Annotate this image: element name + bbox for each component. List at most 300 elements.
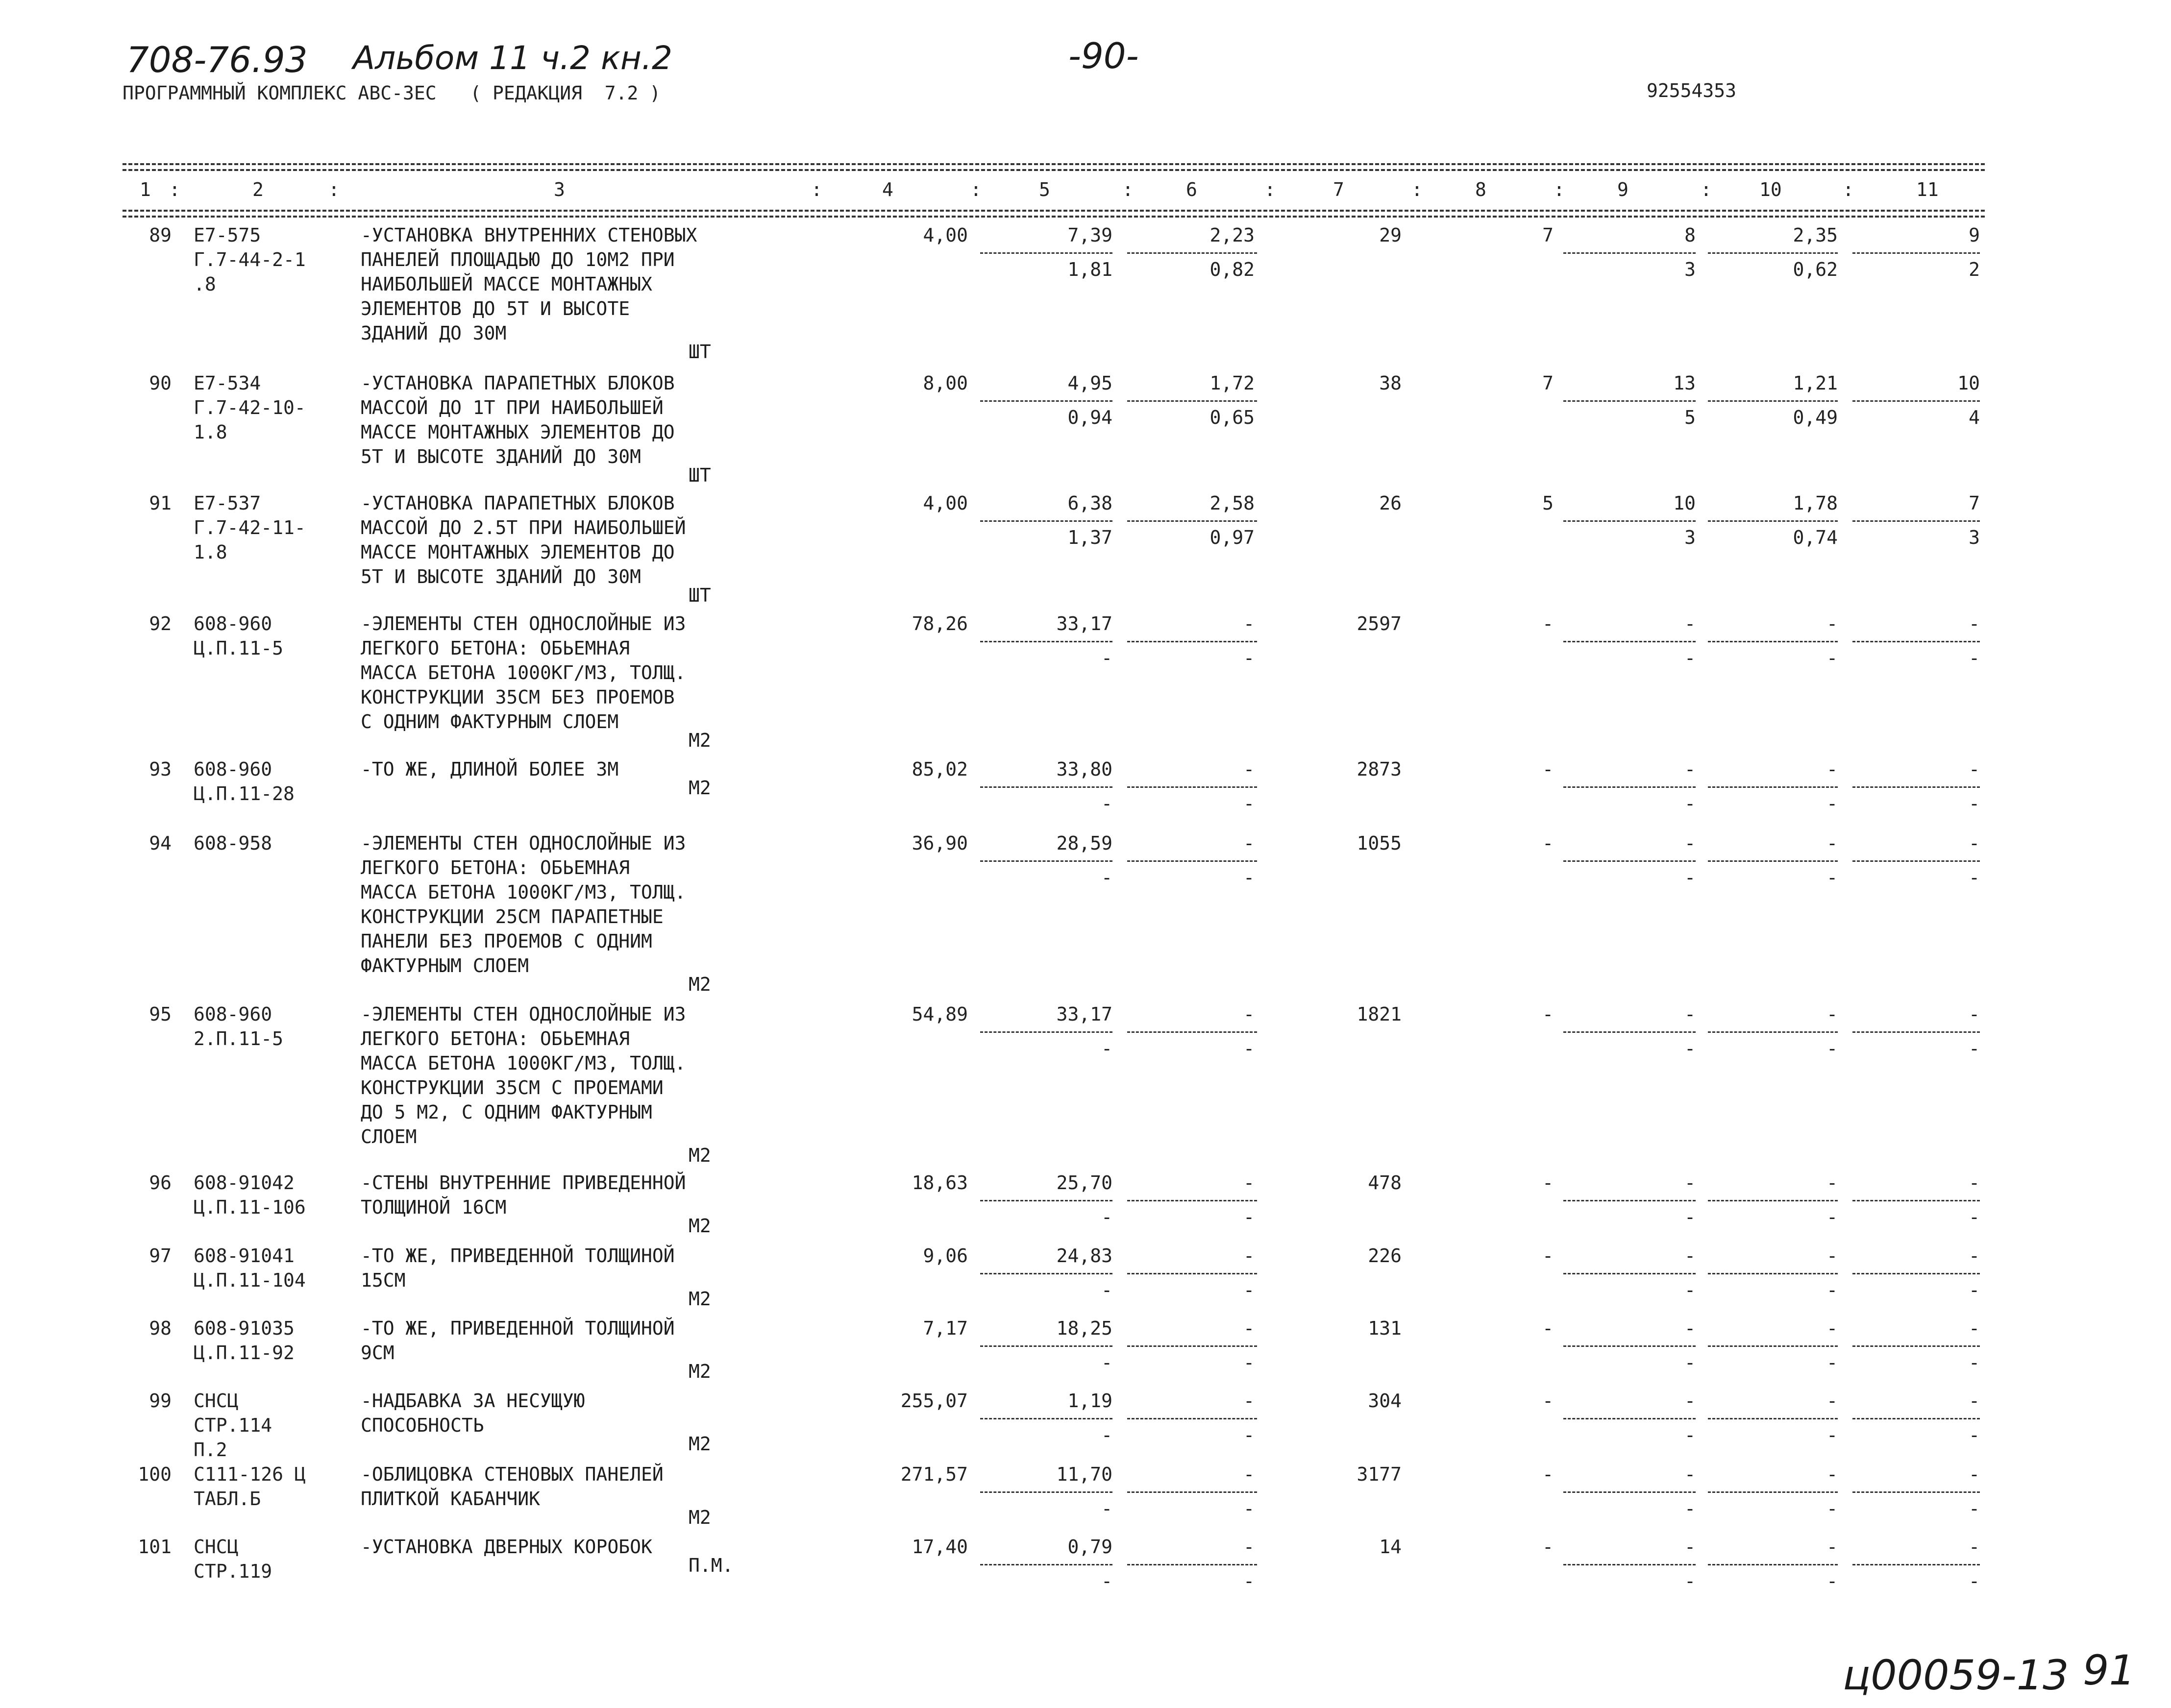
- cell-c11: -: [1969, 1464, 1980, 1485]
- column-header-1: 1: [140, 179, 151, 200]
- cell-c8: 5: [1542, 492, 1554, 514]
- cell-divider: [980, 860, 1112, 862]
- handwritten-album-ref: Альбом 11 ч.2 кн.2: [353, 39, 672, 77]
- cell-divider: [1127, 1200, 1257, 1201]
- cell-c8: -: [1542, 1318, 1554, 1339]
- header-bottom-rule-2: [123, 216, 1985, 218]
- cell-c8: -: [1542, 1172, 1554, 1194]
- cell-c11-second: -: [1969, 647, 1980, 669]
- row-description: МАССЕ МОНТАЖНЫХ ЭЛЕМЕНТОВ ДО: [361, 541, 675, 563]
- cell-c5: 0,79: [1067, 1536, 1112, 1558]
- cell-c5-second: -: [1101, 1038, 1112, 1059]
- cell-c10-second: -: [1826, 1038, 1838, 1059]
- cell-c6: -: [1243, 1245, 1255, 1267]
- cell-c6-second: -: [1243, 1498, 1255, 1519]
- cell-c6: -: [1243, 832, 1255, 854]
- cell-divider: [980, 1564, 1112, 1565]
- cell-c7: 2597: [1357, 613, 1402, 634]
- cell-c10-second: -: [1826, 1352, 1838, 1373]
- cell-c6: -: [1243, 1172, 1255, 1194]
- cell-c5-second: 1,37: [1067, 527, 1112, 548]
- row-description: -УСТАНОВКА ВНУТРЕННИХ СТЕНОВЫХ: [361, 224, 697, 246]
- cell-c11-second: -: [1969, 1424, 1980, 1446]
- cell-divider: [1127, 1345, 1257, 1347]
- cell-c5-second: -: [1101, 1279, 1112, 1301]
- cell-c8: 7: [1542, 372, 1554, 394]
- cell-c10: -: [1826, 1464, 1838, 1485]
- row-description: -ТО ЖЕ, ПРИВЕДЕННОЙ ТОЛЩИНОЙ: [361, 1318, 675, 1339]
- cell-c4: 7,17: [923, 1318, 968, 1339]
- row-description: МАССА БЕТОНА 1000КГ/М3, ТОЛЩ.: [361, 881, 686, 903]
- cell-divider: [1708, 1418, 1838, 1419]
- column-separator: :: [1122, 179, 1134, 200]
- row-number: 96: [149, 1172, 172, 1194]
- row-unit: П.М.: [689, 1555, 734, 1576]
- row-code: 2.П.11-5: [194, 1028, 284, 1049]
- cell-divider: [1852, 1564, 1980, 1565]
- cell-c4: 255,07: [900, 1390, 968, 1412]
- cell-c11-second: 3: [1969, 527, 1980, 548]
- row-unit: М2: [689, 777, 711, 799]
- column-separator: :: [1843, 179, 1854, 200]
- row-description: ЛЕГКОГО БЕТОНА: ОБЬЕМНАЯ: [361, 857, 630, 878]
- row-code: ТАБЛ.Б: [194, 1488, 261, 1510]
- column-header-8: 8: [1475, 179, 1486, 200]
- cell-c7: 1821: [1357, 1003, 1402, 1025]
- doc-number: 92554353: [1647, 80, 1737, 101]
- program-line: ПРОГРАММНЫЙ КОМПЛЕКС АВС-3ЕС ( РЕДАКЦИЯ 7.2 ): [123, 82, 661, 104]
- cell-c11: -: [1969, 1318, 1980, 1339]
- cell-divider: [1708, 786, 1838, 788]
- row-code: Ц.П.11-28: [194, 783, 295, 805]
- row-unit: ШТ: [689, 464, 711, 486]
- cell-c9-second: -: [1684, 1279, 1696, 1301]
- row-description: МАССОЙ ДО 2.5Т ПРИ НАИБОЛЬШЕЙ: [361, 517, 686, 538]
- cell-c5: 7,39: [1067, 224, 1112, 246]
- cell-divider: [980, 1418, 1112, 1419]
- cell-c11-second: -: [1969, 1279, 1980, 1301]
- cell-c10: -: [1826, 1390, 1838, 1412]
- cell-c11: -: [1969, 613, 1980, 634]
- row-description: -ТО ЖЕ, ДЛИНОЙ БОЛЕЕ 3М: [361, 758, 619, 780]
- cell-c10-second: -: [1826, 1206, 1838, 1228]
- cell-c6-second: -: [1243, 1424, 1255, 1446]
- cell-c5-second: 0,94: [1067, 407, 1112, 428]
- row-description: КОНСТРУКЦИИ 25СМ ПАРАПЕТНЫЕ: [361, 906, 664, 927]
- cell-divider: [1852, 1345, 1980, 1347]
- column-header-11: 11: [1916, 179, 1939, 200]
- handwritten-doc-code: 708-76.93: [126, 39, 308, 80]
- cell-c5-second: -: [1101, 867, 1112, 888]
- column-separator: :: [1264, 179, 1276, 200]
- top-rule-1: [123, 163, 1985, 165]
- handwritten-footer-code: ц00059-13: [1843, 1651, 2069, 1699]
- column-separator: :: [811, 179, 822, 200]
- cell-c5-second: -: [1101, 647, 1112, 669]
- cell-c7: 2873: [1357, 758, 1402, 780]
- cell-c7: 29: [1379, 224, 1402, 246]
- row-code: Е7-575: [194, 224, 261, 246]
- row-code: 608-91035: [194, 1318, 295, 1339]
- row-number: 91: [149, 492, 172, 514]
- cell-divider: [980, 1273, 1112, 1274]
- cell-c9-second: -: [1684, 1570, 1696, 1592]
- cell-c8: -: [1542, 832, 1554, 854]
- cell-divider: [980, 1200, 1112, 1201]
- cell-c10-second: -: [1826, 1570, 1838, 1592]
- cell-c6-second: 0,97: [1209, 527, 1255, 548]
- row-code: Г.7-42-10-: [194, 397, 306, 418]
- cell-c10-second: 0,74: [1793, 527, 1838, 548]
- cell-c9-second: 3: [1684, 259, 1696, 280]
- cell-divider: [1708, 641, 1838, 642]
- row-unit: М2: [689, 974, 711, 995]
- cell-c5-second: 1,81: [1067, 259, 1112, 280]
- row-code: 608-960: [194, 1003, 272, 1025]
- cell-c6-second: -: [1243, 793, 1255, 814]
- cell-divider: [1852, 1200, 1980, 1201]
- column-header-9: 9: [1617, 179, 1628, 200]
- cell-c5: 18,25: [1056, 1318, 1112, 1339]
- row-number: 95: [149, 1003, 172, 1025]
- cell-divider: [1127, 1491, 1257, 1493]
- cell-c7: 26: [1379, 492, 1402, 514]
- cell-c10-second: -: [1826, 793, 1838, 814]
- cell-c9: -: [1684, 1464, 1696, 1485]
- row-code: Г.7-42-11-: [194, 517, 306, 538]
- cell-divider: [1852, 1031, 1980, 1033]
- row-description: КОНСТРУКЦИИ 35СМ С ПРОЕМАМИ: [361, 1077, 664, 1098]
- row-description: ФАКТУРНЫМ СЛОЕМ: [361, 955, 529, 976]
- handwritten-sheet-number: 91: [2083, 1646, 2135, 1694]
- cell-divider: [1127, 400, 1257, 402]
- row-code: СТР.119: [194, 1561, 272, 1582]
- row-unit: М2: [689, 730, 711, 751]
- row-code: 1.8: [194, 421, 227, 443]
- cell-c6-second: -: [1243, 1279, 1255, 1301]
- row-description: 5Т И ВЫСОТЕ ЗДАНИЙ ДО 30М: [361, 566, 641, 587]
- cell-divider: [1563, 1200, 1696, 1201]
- cell-c4: 4,00: [923, 224, 968, 246]
- row-number: 97: [149, 1245, 172, 1267]
- column-header-5: 5: [1039, 179, 1050, 200]
- cell-c7: 131: [1368, 1318, 1402, 1339]
- row-number: 89: [149, 224, 172, 246]
- cell-divider: [1127, 1273, 1257, 1274]
- cell-divider: [980, 1031, 1112, 1033]
- cell-c5: 33,80: [1056, 758, 1112, 780]
- row-code: Ц.П.11-5: [194, 637, 284, 659]
- row-description: -УСТАНОВКА ПАРАПЕТНЫХ БЛОКОВ: [361, 372, 675, 394]
- cell-divider: [1708, 1200, 1838, 1201]
- cell-c5: 24,83: [1056, 1245, 1112, 1267]
- cell-c9-second: -: [1684, 1038, 1696, 1059]
- cell-divider: [1127, 786, 1257, 788]
- row-description: ТОЛЩИНОЙ 16СМ: [361, 1196, 507, 1218]
- cell-divider: [1563, 1491, 1696, 1493]
- row-unit: М2: [689, 1361, 711, 1382]
- cell-divider: [1708, 1273, 1838, 1274]
- row-unit: М2: [689, 1507, 711, 1528]
- row-description: КОНСТРУКЦИИ 35СМ БЕЗ ПРОЕМОВ: [361, 686, 675, 708]
- cell-c6: -: [1243, 1318, 1255, 1339]
- cell-divider: [1127, 1418, 1257, 1419]
- cell-c11-second: -: [1969, 1206, 1980, 1228]
- cell-c5: 11,70: [1056, 1464, 1112, 1485]
- cell-c9: 10: [1673, 492, 1696, 514]
- cell-divider: [1563, 1564, 1696, 1565]
- row-code: СТР.114: [194, 1415, 272, 1436]
- cell-c11: 10: [1957, 372, 1980, 394]
- cell-c11: -: [1969, 1245, 1980, 1267]
- row-code: Ц.П.11-92: [194, 1342, 295, 1364]
- cell-c9-second: -: [1684, 1498, 1696, 1519]
- row-unit: ШТ: [689, 341, 711, 363]
- cell-c9: -: [1684, 1003, 1696, 1025]
- cell-c11: -: [1969, 1003, 1980, 1025]
- column-separator: :: [970, 179, 982, 200]
- cell-divider: [1563, 1418, 1696, 1419]
- row-unit: М2: [689, 1215, 711, 1237]
- row-code: Г.7-44-2-1: [194, 249, 306, 270]
- cell-c10: -: [1826, 1245, 1838, 1267]
- cell-c7: 478: [1368, 1172, 1402, 1194]
- cell-divider: [1708, 520, 1838, 522]
- cell-divider: [1852, 860, 1980, 862]
- cell-c4: 4,00: [923, 492, 968, 514]
- cell-c9: -: [1684, 1172, 1696, 1194]
- row-description: МАССОЙ ДО 1Т ПРИ НАИБОЛЬШЕЙ: [361, 397, 664, 418]
- cell-c5: 6,38: [1067, 492, 1112, 514]
- row-description: -НАДБАВКА ЗА НЕСУЩУЮ: [361, 1390, 585, 1412]
- cell-c8: -: [1542, 1464, 1554, 1485]
- row-description: -ЭЛЕМЕНТЫ СТЕН ОДНОСЛОЙНЫЕ ИЗ: [361, 613, 686, 634]
- cell-c8: -: [1542, 1245, 1554, 1267]
- handwritten-page-number: -90-: [1068, 35, 1139, 76]
- row-description: ЛЕГКОГО БЕТОНА: ОБЬЕМНАЯ: [361, 637, 630, 659]
- cell-c11: -: [1969, 832, 1980, 854]
- cell-c5: 1,19: [1067, 1390, 1112, 1412]
- cell-c6-second: 0,82: [1209, 259, 1255, 280]
- cell-c11-second: 4: [1969, 407, 1980, 428]
- cell-divider: [1708, 1564, 1838, 1565]
- cell-c10: -: [1826, 613, 1838, 634]
- cell-c8: -: [1542, 1003, 1554, 1025]
- cell-c6: 1,72: [1209, 372, 1255, 394]
- row-unit: ШТ: [689, 585, 711, 606]
- row-description: ЗДАНИЙ ДО 30М: [361, 322, 507, 344]
- row-code: 608-91041: [194, 1245, 295, 1267]
- cell-c10: -: [1826, 1318, 1838, 1339]
- cell-c9-second: 3: [1684, 527, 1696, 548]
- cell-c10: -: [1826, 832, 1838, 854]
- cell-c6: -: [1243, 1003, 1255, 1025]
- cell-c11: -: [1969, 1390, 1980, 1412]
- cell-c9: -: [1684, 1536, 1696, 1558]
- cell-divider: [1563, 786, 1696, 788]
- cell-divider: [980, 1345, 1112, 1347]
- cell-c9: -: [1684, 613, 1696, 634]
- cell-c6-second: -: [1243, 1206, 1255, 1228]
- column-header-3: 3: [554, 179, 565, 200]
- cell-c8: 7: [1542, 224, 1554, 246]
- cell-c7: 1055: [1357, 832, 1402, 854]
- cell-divider: [1563, 520, 1696, 522]
- cell-c4: 9,06: [923, 1245, 968, 1267]
- cell-c7: 38: [1379, 372, 1402, 394]
- cell-divider: [1852, 641, 1980, 642]
- row-number: 92: [149, 613, 172, 634]
- cell-c11-second: -: [1969, 867, 1980, 888]
- row-code: 608-958: [194, 832, 272, 854]
- cell-c9: -: [1684, 1318, 1696, 1339]
- column-separator: :: [1411, 179, 1423, 200]
- cell-divider: [980, 786, 1112, 788]
- cell-divider: [1127, 860, 1257, 862]
- cell-divider: [1708, 252, 1838, 254]
- cell-c10: 1,21: [1793, 372, 1838, 394]
- cell-c6-second: -: [1243, 1352, 1255, 1373]
- cell-divider: [1708, 400, 1838, 402]
- cell-c11: -: [1969, 1536, 1980, 1558]
- cell-c8: -: [1542, 613, 1554, 634]
- column-separator: :: [1554, 179, 1565, 200]
- column-separator: :: [328, 179, 340, 200]
- cell-c9: -: [1684, 1390, 1696, 1412]
- cell-divider: [1563, 641, 1696, 642]
- row-description: ПАНЕЛИ БЕЗ ПРОЕМОВ С ОДНИМ: [361, 930, 652, 952]
- cell-c6: -: [1243, 758, 1255, 780]
- row-code: 1.8: [194, 541, 227, 563]
- cell-c5-second: -: [1101, 1570, 1112, 1592]
- row-description: -ЭЛЕМЕНТЫ СТЕН ОДНОСЛОЙНЫЕ ИЗ: [361, 832, 686, 854]
- row-description: -СТЕНЫ ВНУТРЕННИЕ ПРИВЕДЕННОЙ: [361, 1172, 686, 1194]
- row-code: Е7-537: [194, 492, 261, 514]
- cell-c10: -: [1826, 758, 1838, 780]
- cell-c11-second: -: [1969, 1498, 1980, 1519]
- cell-c11-second: -: [1969, 1570, 1980, 1592]
- row-description: МАССЕ МОНТАЖНЫХ ЭЛЕМЕНТОВ ДО: [361, 421, 675, 443]
- cell-divider: [1127, 641, 1257, 642]
- cell-c11-second: -: [1969, 1352, 1980, 1373]
- row-unit: М2: [689, 1145, 711, 1166]
- cell-c6-second: -: [1243, 867, 1255, 888]
- cell-c5: 28,59: [1056, 832, 1112, 854]
- cell-divider: [1708, 1345, 1838, 1347]
- cell-divider: [1852, 1418, 1980, 1419]
- cell-divider: [1563, 1273, 1696, 1274]
- cell-c5-second: -: [1101, 1498, 1112, 1519]
- row-description: ПАНЕЛЕЙ ПЛОЩАДЬЮ ДО 10М2 ПРИ: [361, 249, 675, 270]
- cell-c9-second: 5: [1684, 407, 1696, 428]
- cell-c5-second: -: [1101, 1206, 1112, 1228]
- cell-c6: -: [1243, 1536, 1255, 1558]
- cell-c5: 4,95: [1067, 372, 1112, 394]
- cell-c4: 18,63: [912, 1172, 968, 1194]
- column-header-10: 10: [1759, 179, 1782, 200]
- cell-divider: [980, 400, 1112, 402]
- column-header-2: 2: [252, 179, 264, 200]
- row-description: 9СМ: [361, 1342, 395, 1364]
- row-code: СНСЦ: [194, 1536, 239, 1558]
- cell-c11-second: -: [1969, 793, 1980, 814]
- cell-divider: [1127, 520, 1257, 522]
- cell-c10: -: [1826, 1003, 1838, 1025]
- row-description: ДО 5 М2, С ОДНИМ ФАКТУРНЫМ: [361, 1101, 652, 1123]
- row-description: 15СМ: [361, 1269, 406, 1291]
- column-header-6: 6: [1186, 179, 1197, 200]
- cell-c6: -: [1243, 1390, 1255, 1412]
- row-description: МАССА БЕТОНА 1000КГ/М3, ТОЛЩ.: [361, 662, 686, 683]
- row-unit: М2: [689, 1288, 711, 1310]
- cell-c6-second: -: [1243, 1570, 1255, 1592]
- cell-c8: -: [1542, 758, 1554, 780]
- row-description: МАССА БЕТОНА 1000КГ/М3, ТОЛЩ.: [361, 1052, 686, 1074]
- row-description: -УСТАНОВКА ПАРАПЕТНЫХ БЛОКОВ: [361, 492, 675, 514]
- cell-c5-second: -: [1101, 793, 1112, 814]
- cell-divider: [1563, 252, 1696, 254]
- cell-c11: -: [1969, 1172, 1980, 1194]
- cell-c9: -: [1684, 1245, 1696, 1267]
- cell-c10-second: -: [1826, 1279, 1838, 1301]
- cell-c4: 8,00: [923, 372, 968, 394]
- row-number: 93: [149, 758, 172, 780]
- header-bottom-rule-1: [123, 210, 1985, 212]
- cell-c5: 25,70: [1056, 1172, 1112, 1194]
- row-code: .8: [194, 273, 216, 295]
- row-unit: М2: [689, 1433, 711, 1455]
- row-code: П.2: [194, 1439, 227, 1461]
- cell-divider: [1852, 786, 1980, 788]
- row-description: СПОСОБНОСТЬ: [361, 1415, 484, 1436]
- row-code: Ц.П.11-104: [194, 1269, 306, 1291]
- cell-divider: [1563, 400, 1696, 402]
- row-description: 5Т И ВЫСОТЕ ЗДАНИЙ ДО 30М: [361, 446, 641, 467]
- column-separator: :: [1701, 179, 1712, 200]
- cell-c5: 33,17: [1056, 1003, 1112, 1025]
- cell-c4: 36,90: [912, 832, 968, 854]
- cell-c5-second: -: [1101, 1424, 1112, 1446]
- cell-c4: 17,40: [912, 1536, 968, 1558]
- row-number: 99: [149, 1390, 172, 1412]
- row-number: 100: [138, 1464, 172, 1485]
- cell-divider: [1563, 1345, 1696, 1347]
- cell-c4: 54,89: [912, 1003, 968, 1025]
- row-number: 94: [149, 832, 172, 854]
- cell-c4: 271,57: [900, 1464, 968, 1485]
- row-description: ЛЕГКОГО БЕТОНА: ОБЬЕМНАЯ: [361, 1028, 630, 1049]
- row-description: -ЭЛЕМЕНТЫ СТЕН ОДНОСЛОЙНЫЕ ИЗ: [361, 1003, 686, 1025]
- row-code: 608-91042: [194, 1172, 295, 1194]
- cell-divider: [1852, 520, 1980, 522]
- cell-c9-second: -: [1684, 867, 1696, 888]
- cell-divider: [1852, 252, 1980, 254]
- row-number: 90: [149, 372, 172, 394]
- cell-c9-second: -: [1684, 793, 1696, 814]
- cell-c9-second: -: [1684, 1424, 1696, 1446]
- cell-divider: [1563, 1031, 1696, 1033]
- cell-c9: -: [1684, 832, 1696, 854]
- row-description: -ТО ЖЕ, ПРИВЕДЕННОЙ ТОЛЩИНОЙ: [361, 1245, 675, 1267]
- row-number: 98: [149, 1318, 172, 1339]
- cell-c5: 33,17: [1056, 613, 1112, 634]
- cell-divider: [1852, 1491, 1980, 1493]
- cell-c8: -: [1542, 1390, 1554, 1412]
- cell-c11: -: [1969, 758, 1980, 780]
- row-number: 101: [138, 1536, 172, 1558]
- row-description: ЭЛЕМЕНТОВ ДО 5Т И ВЫСОТЕ: [361, 298, 630, 319]
- cell-c11: 9: [1969, 224, 1980, 246]
